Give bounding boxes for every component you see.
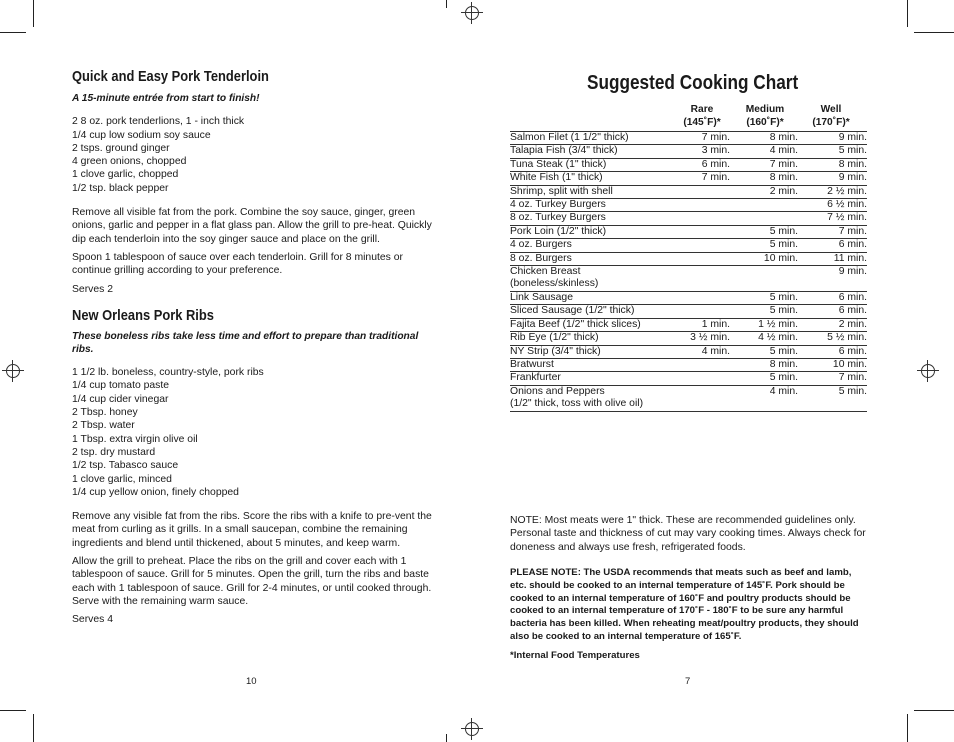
food-cell: Shrimp, split with shell: [510, 185, 670, 198]
page-number: 10: [246, 676, 257, 687]
ingredient-item: 1/4 cup yellow onion, finely chopped: [72, 486, 239, 498]
rare-time-cell: [670, 199, 730, 212]
rare-time-cell: [670, 291, 730, 304]
ingredient-item: 1 1/2 lb. boneless, country-style, pork ribs: [72, 367, 264, 379]
rare-time-cell: 6 min.: [670, 158, 730, 171]
rare-time-cell: [670, 225, 730, 238]
medium-time-cell: 5 min.: [730, 239, 798, 252]
ingredient-item: 1/4 cup cider vinegar: [72, 393, 169, 405]
ingredient-item: 1/2 tsp. black pepper: [72, 182, 169, 194]
medium-time-cell: 7 min.: [730, 158, 798, 171]
rare-time-cell: [670, 252, 730, 265]
ingredient-item: 2 tsps. ground ginger: [72, 142, 170, 154]
food-cell: Chicken Breast (boneless/skinless): [510, 266, 670, 292]
rare-time-cell: 3 ½ min.: [670, 332, 730, 345]
chart-row: [510, 185, 867, 198]
recipe-title: Quick and Easy Pork Tenderloin: [72, 68, 269, 85]
rare-time-cell: 7 min.: [670, 132, 730, 145]
chart-row: [510, 225, 867, 238]
page-number: 7: [685, 676, 691, 687]
column-header-medium: Medium (160˚F)*: [745, 104, 785, 128]
ingredient-list: [72, 366, 432, 499]
rare-time-cell: [670, 212, 730, 225]
medium-time-cell: 1 ½ min.: [730, 318, 798, 331]
chart-row: [510, 358, 867, 371]
chart-row: [510, 385, 867, 411]
rare-time-cell: [670, 185, 730, 198]
well-time-cell: 8 min.: [798, 158, 867, 171]
food-cell: White Fish (1" thick): [510, 172, 670, 185]
well-time-cell: 5 min.: [798, 385, 867, 411]
rare-time-cell: 4 min.: [670, 345, 730, 358]
rare-time-cell: 3 min.: [670, 145, 730, 158]
recipe-direction: Remove any visible fat from the ribs. Score the ribs with a knife to pre-vent the meat from curling as it grills. In a small saucepan, combine the remaining ingredients and blend until thickened, about 5 minutes, and keep warm.: [72, 511, 432, 549]
chart-row: [510, 132, 867, 145]
chart-note: NOTE: Most meats were 1" thick. These are recommended guidelines only. Personal taste and thickness of cut may vary cooking times. Always check for doneness and always use fresh, refrigerated foods.: [510, 515, 866, 553]
rare-time-cell: [670, 385, 730, 411]
chart-row: [510, 345, 867, 358]
ingredient-list: [72, 115, 432, 195]
well-time-cell: 7 ½ min.: [798, 212, 867, 225]
chart-row: [510, 252, 867, 265]
rare-time-cell: [670, 305, 730, 318]
ingredient-item: 1 clove garlic, minced: [72, 473, 172, 485]
ingredient-item: 4 green onions, chopped: [72, 156, 187, 168]
food-cell: 8 oz. Burgers: [510, 252, 670, 265]
recipe-direction: Remove all visible fat from the pork. Combine the soy sauce, ginger, green onions, garlic and pepper in a flat glass pan. Allow the grill to pre-heat. Quickly dip each tenderloin into the soy ginger sauce and place on the grill.: [72, 207, 432, 245]
well-time-cell: 2 min.: [798, 318, 867, 331]
recipe-tagline: These boneless ribs take less time and effort to prepare than traditional ribs.: [72, 331, 419, 356]
food-cell: 8 oz. Turkey Burgers: [510, 212, 670, 225]
cooking-chart-table: [510, 131, 867, 412]
ingredient-item: 2 Tbsp. water: [72, 420, 135, 432]
well-time-cell: 2 ½ min.: [798, 185, 867, 198]
medium-time-cell: 5 min.: [730, 291, 798, 304]
chart-row: [510, 332, 867, 345]
food-cell: NY Strip (3/4" thick): [510, 345, 670, 358]
footnote: *Internal Food Temperatures: [510, 650, 640, 661]
well-time-cell: 7 min.: [798, 225, 867, 238]
recipe-title: New Orleans Pork Ribs: [72, 306, 214, 324]
medium-time-cell: 5 min.: [730, 372, 798, 385]
food-cell: Link Sausage: [510, 291, 670, 304]
well-time-cell: 6 min.: [798, 305, 867, 318]
recipe-serves: Serves 4: [72, 614, 114, 626]
recipe-pork-tenderloin: [72, 70, 432, 296]
chart-row: [510, 291, 867, 304]
well-time-cell: 9 min.: [798, 132, 867, 145]
rare-time-cell: [670, 358, 730, 371]
food-cell: Fajita Beef (1/2" thick slices): [510, 318, 670, 331]
medium-time-cell: [730, 266, 798, 292]
medium-time-cell: 2 min.: [730, 185, 798, 198]
chart-row: [510, 199, 867, 212]
medium-time-cell: 8 min.: [730, 132, 798, 145]
food-cell: Salmon Filet (1 1/2" thick): [510, 132, 670, 145]
rare-time-cell: 7 min.: [670, 172, 730, 185]
medium-time-cell: 8 min.: [730, 358, 798, 371]
well-time-cell: 7 min.: [798, 372, 867, 385]
medium-time-cell: 8 min.: [730, 172, 798, 185]
chart-row: [510, 372, 867, 385]
food-cell: Frankfurter: [510, 372, 670, 385]
well-time-cell: 6 min.: [798, 345, 867, 358]
recipe-direction: Allow the grill to preheat. Place the ribs on the grill and cover each with 1 tablespoon of sauce. Grill for 5 minutes. Open the grill, turn the ribs and baste each with 1 tablespoon of sauce. Grill for 2-4 minutes, or until cooked through. Serve with the remaining warm sauce.: [72, 556, 432, 607]
medium-time-cell: 10 min.: [730, 252, 798, 265]
well-time-cell: 11 min.: [798, 252, 867, 265]
chart-row: [510, 172, 867, 185]
medium-time-cell: [730, 212, 798, 225]
medium-time-cell: 4 min.: [730, 145, 798, 158]
right-page: [477, 0, 954, 742]
chart-column-headers: [510, 103, 867, 131]
food-cell: Tuna Steak (1" thick): [510, 158, 670, 171]
column-header-rare: Rare (145˚F)*: [683, 104, 721, 128]
food-cell: Pork Loin (1/2" thick): [510, 225, 670, 238]
food-cell: Sliced Sausage (1/2" thick): [510, 305, 670, 318]
ingredient-item: 2 tsp. dry mustard: [72, 446, 156, 458]
rare-time-cell: [670, 239, 730, 252]
ingredient-item: 1/4 cup low sodium soy sauce: [72, 129, 211, 141]
rare-time-cell: [670, 266, 730, 292]
recipe-serves: Serves 2: [72, 283, 114, 295]
food-cell: Rib Eye (1/2" thick): [510, 332, 670, 345]
column-header-well: Well (170˚F)*: [812, 104, 850, 128]
page-title: Suggested Cooking Chart: [587, 72, 799, 94]
food-cell: Bratwurst: [510, 358, 670, 371]
well-time-cell: 5 ½ min.: [798, 332, 867, 345]
recipes-column: [72, 70, 432, 627]
rare-time-cell: [670, 372, 730, 385]
well-time-cell: 10 min.: [798, 358, 867, 371]
recipe-new-orleans-ribs: [72, 306, 432, 627]
well-time-cell: 6 min.: [798, 291, 867, 304]
food-cell: Talapia Fish (3/4" thick): [510, 145, 670, 158]
medium-time-cell: 4 ½ min.: [730, 332, 798, 345]
chart-row: [510, 158, 867, 171]
food-cell: 4 oz. Burgers: [510, 239, 670, 252]
food-cell: 4 oz. Turkey Burgers: [510, 199, 670, 212]
chart-row: [510, 305, 867, 318]
medium-time-cell: 5 min.: [730, 345, 798, 358]
medium-time-cell: 4 min.: [730, 385, 798, 411]
chart-row: [510, 318, 867, 331]
chart-row: [510, 145, 867, 158]
medium-time-cell: 5 min.: [730, 305, 798, 318]
ingredient-item: 1/2 tsp. Tabasco sauce: [72, 460, 179, 472]
medium-time-cell: [730, 199, 798, 212]
recipe-tagline: A 15-minute entrée from start to finish!: [72, 93, 260, 105]
medium-time-cell: 5 min.: [730, 225, 798, 238]
chart-row: [510, 239, 867, 252]
ingredient-item: 1 clove garlic, chopped: [72, 169, 179, 181]
rare-time-cell: 1 min.: [670, 318, 730, 331]
well-time-cell: 9 min.: [798, 172, 867, 185]
food-cell: Onions and Peppers (1/2" thick, toss with olive oil): [510, 385, 670, 411]
ingredient-item: 1 Tbsp. extra virgin olive oil: [72, 433, 198, 445]
well-time-cell: 6 min.: [798, 239, 867, 252]
ingredient-item: 1/4 cup tomato paste: [72, 380, 170, 392]
recipe-direction: Spoon 1 tablespoon of sauce over each tenderloin. Grill for 8 minutes or continue grilling according to your preference.: [72, 251, 403, 277]
ingredient-item: 2 Tbsp. honey: [72, 407, 138, 419]
usda-note: PLEASE NOTE: The USDA recommends that meats such as beef and lamb, etc. should be cooked to an internal temperature of 145˚F. Pork should be cooked to an internal temperature of 160˚F and poultry products should be cooked to an internal temperature of 170˚F - 180˚F to be sure any harmful bacteria has been killed. When reheating meat/poultry products, they should also be cooked to an internal temperature of 165˚F.: [510, 567, 859, 642]
chart-row: [510, 212, 867, 225]
well-time-cell: 9 min.: [798, 266, 867, 292]
ingredient-item: 2 8 oz. pork tenderlions, 1 - inch thick: [72, 116, 245, 128]
well-time-cell: 6 ½ min.: [798, 199, 867, 212]
well-time-cell: 5 min.: [798, 145, 867, 158]
chart-row: [510, 266, 867, 292]
